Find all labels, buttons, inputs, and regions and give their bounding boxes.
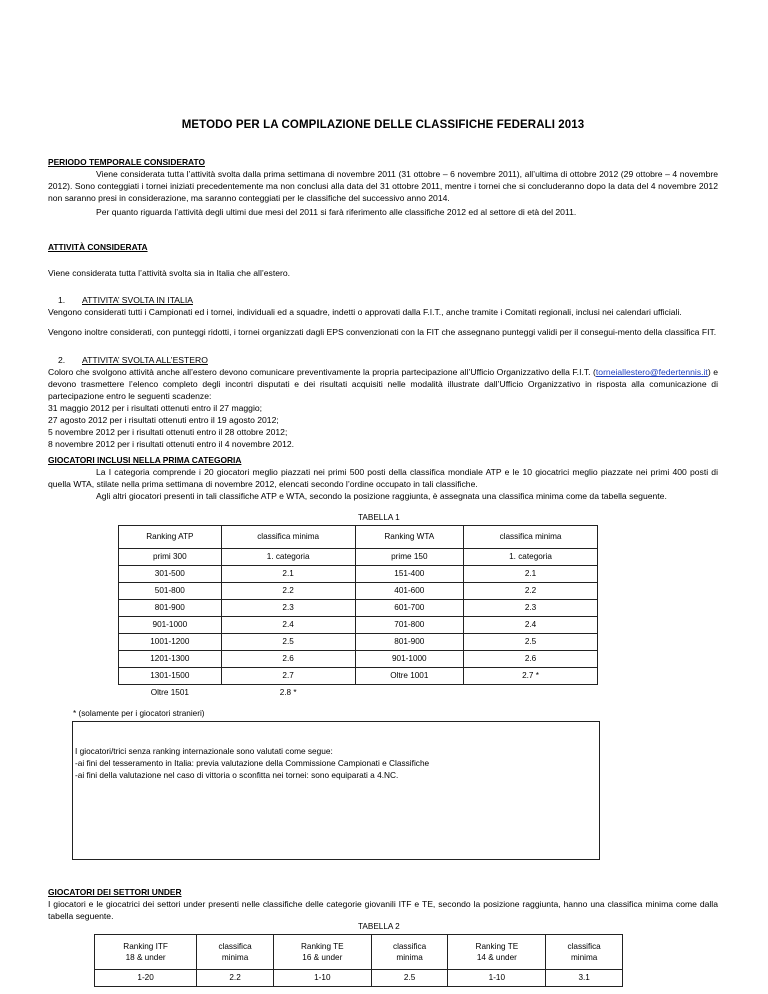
note-line: -ai fini del tesseramento in Italia: previa valutazione della Commissione Campionati e Classifiche bbox=[75, 758, 430, 768]
table-caption: TABELLA 2 bbox=[358, 922, 400, 931]
table-cell: 2.4 bbox=[464, 617, 598, 634]
table-cell: 151-400 bbox=[355, 566, 463, 583]
table-cell: 2.2 bbox=[464, 583, 598, 600]
note-line: I giocatori/trici senza ranking internazionale sono valutati come segue: bbox=[75, 746, 333, 756]
table-cell: 801-900 bbox=[119, 600, 222, 617]
table-cell: 2.7 * bbox=[464, 668, 598, 685]
column-header: classifica minima bbox=[197, 935, 274, 970]
ranking-table-2 bbox=[94, 934, 623, 987]
table-cell: 1301-1500 bbox=[119, 668, 222, 685]
table-cell: 1-10 bbox=[448, 970, 546, 987]
table-cell: 2.1 bbox=[464, 566, 598, 583]
table-cell: 801-900 bbox=[355, 634, 463, 651]
table-cell: 1. categoria bbox=[221, 549, 355, 566]
column-header: Ranking ITF 18 & under bbox=[95, 935, 197, 970]
table-cell: 2.5 bbox=[371, 970, 448, 987]
table-footnote: * (solamente per i giocatori stranieri) bbox=[73, 709, 205, 718]
table-cell: 401-600 bbox=[355, 583, 463, 600]
table-row bbox=[119, 668, 598, 685]
subsection-heading: 2. ATTIVITA’ SVOLTA ALL’ESTERO bbox=[58, 355, 208, 365]
table-caption: TABELLA 1 bbox=[358, 513, 400, 522]
table-cell: 2.5 bbox=[221, 634, 355, 651]
note-line: -ai fini della valutazione nel caso di vittoria o sconfitta nei tornei: sono equiparati a 4.NC. bbox=[75, 770, 399, 780]
email-link[interactable]: torneiallestero@federtennis.it bbox=[595, 367, 708, 377]
column-header: Ranking TE 16 & under bbox=[273, 935, 371, 970]
section-prima-categoria bbox=[48, 454, 718, 502]
table-cell: 901-1000 bbox=[119, 617, 222, 634]
table-cell: 2.6 bbox=[464, 651, 598, 668]
paragraph: Viene considerata tutta l’attività svolta sia in Italia che all’estero. bbox=[48, 268, 291, 278]
table-row bbox=[119, 583, 598, 600]
table-cell: Oltre 1501 bbox=[150, 688, 189, 697]
table-cell: 301-500 bbox=[119, 566, 222, 583]
section-attivita bbox=[48, 241, 718, 450]
table-header-row bbox=[95, 935, 623, 970]
section-heading: ATTIVITÀ CONSIDERATA bbox=[48, 242, 148, 252]
table-cell: 1. categoria bbox=[464, 549, 598, 566]
table-cell: 3.1 bbox=[546, 970, 623, 987]
paragraph: I giocatori e le giocatrici dei settori under presenti nelle classifiche delle categorie giovanili ITF e TE, secondo la posizione raggiunta, hanno una classifica minima come dalla tabella seguente. bbox=[48, 899, 718, 921]
table-header-row bbox=[119, 526, 598, 549]
subsection-heading: 1. ATTIVITA’ SVOLTA IN ITALIA bbox=[58, 295, 193, 305]
table-cell: 1-20 bbox=[95, 970, 197, 987]
table-cell: 2.6 bbox=[221, 651, 355, 668]
table-cell: 2.8 * bbox=[279, 688, 297, 697]
table-cell: 2.3 bbox=[464, 600, 598, 617]
ranking-table-1 bbox=[118, 525, 598, 701]
table-cell: 601-700 bbox=[355, 600, 463, 617]
table-row bbox=[119, 600, 598, 617]
table-cell bbox=[355, 685, 463, 702]
column-header: Ranking WTA bbox=[355, 526, 463, 549]
table-row bbox=[119, 685, 598, 702]
paragraph: Viene considerata tutta l’attività svolta dalla prima settimana di novembre 2011 (31 ottobre – 6 novembre 2011), all’ultima di ottobre 2012 (29 ottobre – 4 novembre 2012). Sono conteggiati i tornei iniziati precedentemente ma non conclusi alla data del 31 ottobre 2011, mentre i tornei che si concluderanno dopo la data del 4 novembre 2012 non saranno presi in considerazione, ma saranno conteggiati per le classifiche del successivo anno 2014. bbox=[48, 169, 718, 203]
table-cell: 901-1000 bbox=[355, 651, 463, 668]
table-cell: 1201-1300 bbox=[119, 651, 222, 668]
table-cell: 2.1 bbox=[221, 566, 355, 583]
paragraph: Agli altri giocatori presenti in tali classifiche ATP e WTA, secondo la posizione raggiunta, è assegnata una classifica minima come da tabella seguente. bbox=[96, 491, 667, 501]
table-row bbox=[119, 566, 598, 583]
table-cell: 2.2 bbox=[197, 970, 274, 987]
section-heading: GIOCATORI DEI SETTORI UNDER bbox=[48, 887, 182, 897]
section-under bbox=[48, 886, 718, 922]
table-cell: 2.7 bbox=[221, 668, 355, 685]
paragraph: Coloro che svolgono attività anche all’estero devono comunicare preventivamente la propria partecipazione all’Ufficio Organizzativo della F.I.T. (torneiallestero@federtennis.it) e devono trasmettere l’elenco completo degli incontri disputati e dei risultati acquisiti nelle modalità illustrate dall’Ufficio Organizzativo in risposta alla comunicazione di partecipazione entro le seguenti scadenze: bbox=[48, 367, 718, 401]
column-header: classifica minima bbox=[464, 526, 598, 549]
deadline-item: 27 agosto 2012 per i risultati ottenuti entro il 19 agosto 2012; bbox=[48, 415, 279, 425]
paragraph: Vengono considerati tutti i Campionati ed i tornei, individuali ed a squadre, indetti o approvati dalla F.I.T., anche tramite i Comitati regionali, inclusi nei calendari ufficiali. bbox=[48, 307, 682, 317]
paragraph: Per quanto riguarda l’attività degli ultimi due mesi del 2011 si farà riferimento alle classifiche 2012 ed al settore di età del 2011. bbox=[96, 207, 577, 217]
section-periodo bbox=[48, 156, 718, 218]
table-cell: 2.3 bbox=[221, 600, 355, 617]
table-cell: 701-800 bbox=[355, 617, 463, 634]
column-header: classifica minima bbox=[371, 935, 448, 970]
table-cell: prime 150 bbox=[355, 549, 463, 566]
table-cell: 1-10 bbox=[273, 970, 371, 987]
table-row bbox=[119, 617, 598, 634]
deadline-item: 5 novembre 2012 per i risultati ottenuti entro il 28 ottobre 2012; bbox=[48, 427, 288, 437]
section-heading: GIOCATORI INCLUSI NELLA PRIMA CATEGORIA bbox=[48, 455, 242, 465]
table-cell: 2.4 bbox=[221, 617, 355, 634]
table-row bbox=[119, 634, 598, 651]
table-cell: 2.2 bbox=[221, 583, 355, 600]
table-cell: primi 300 bbox=[119, 549, 222, 566]
deadline-item: 8 novembre 2012 per i risultati ottenuti entro il 4 novembre 2012. bbox=[48, 439, 295, 449]
column-header: classifica minima bbox=[546, 935, 623, 970]
section-heading: PERIODO TEMPORALE CONSIDERATO bbox=[48, 157, 205, 167]
table-row bbox=[119, 549, 598, 566]
column-header: Ranking TE 14 & under bbox=[448, 935, 546, 970]
column-header: classifica minima bbox=[221, 526, 355, 549]
no-ranking-note-box bbox=[72, 721, 600, 860]
paragraph: Vengono inoltre considerati, con punteggi ridotti, i tornei organizzati dagli EPS convenzionati con la FIT che assegnano punteggi validi per il consegui-mento della classifica FIT. bbox=[48, 327, 717, 337]
table-row bbox=[95, 970, 623, 987]
column-header: Ranking ATP bbox=[119, 526, 222, 549]
document-title: METODO PER LA COMPILAZIONE DELLE CLASSIFICHE FEDERALI 2013 bbox=[181, 119, 585, 131]
table-row bbox=[119, 651, 598, 668]
deadline-item: 31 maggio 2012 per i risultati ottenuti entro il 27 maggio; bbox=[48, 403, 263, 413]
table-cell: 1001-1200 bbox=[119, 634, 222, 651]
table-cell bbox=[464, 685, 598, 702]
table-cell: 501-800 bbox=[119, 583, 222, 600]
paragraph: La I categoria comprende i 20 giocatori meglio piazzati nei primi 500 posti della classifica mondiale ATP e le 10 giocatrici meglio piazzate nei primi 400 posti di quella WTA, stilate nella prima settimana di novembre 2012, elencati secondo l’ordine occupato in tali classifiche. bbox=[48, 467, 718, 489]
table-cell: Oltre 1001 bbox=[355, 668, 463, 685]
table-cell: 2.5 bbox=[464, 634, 598, 651]
